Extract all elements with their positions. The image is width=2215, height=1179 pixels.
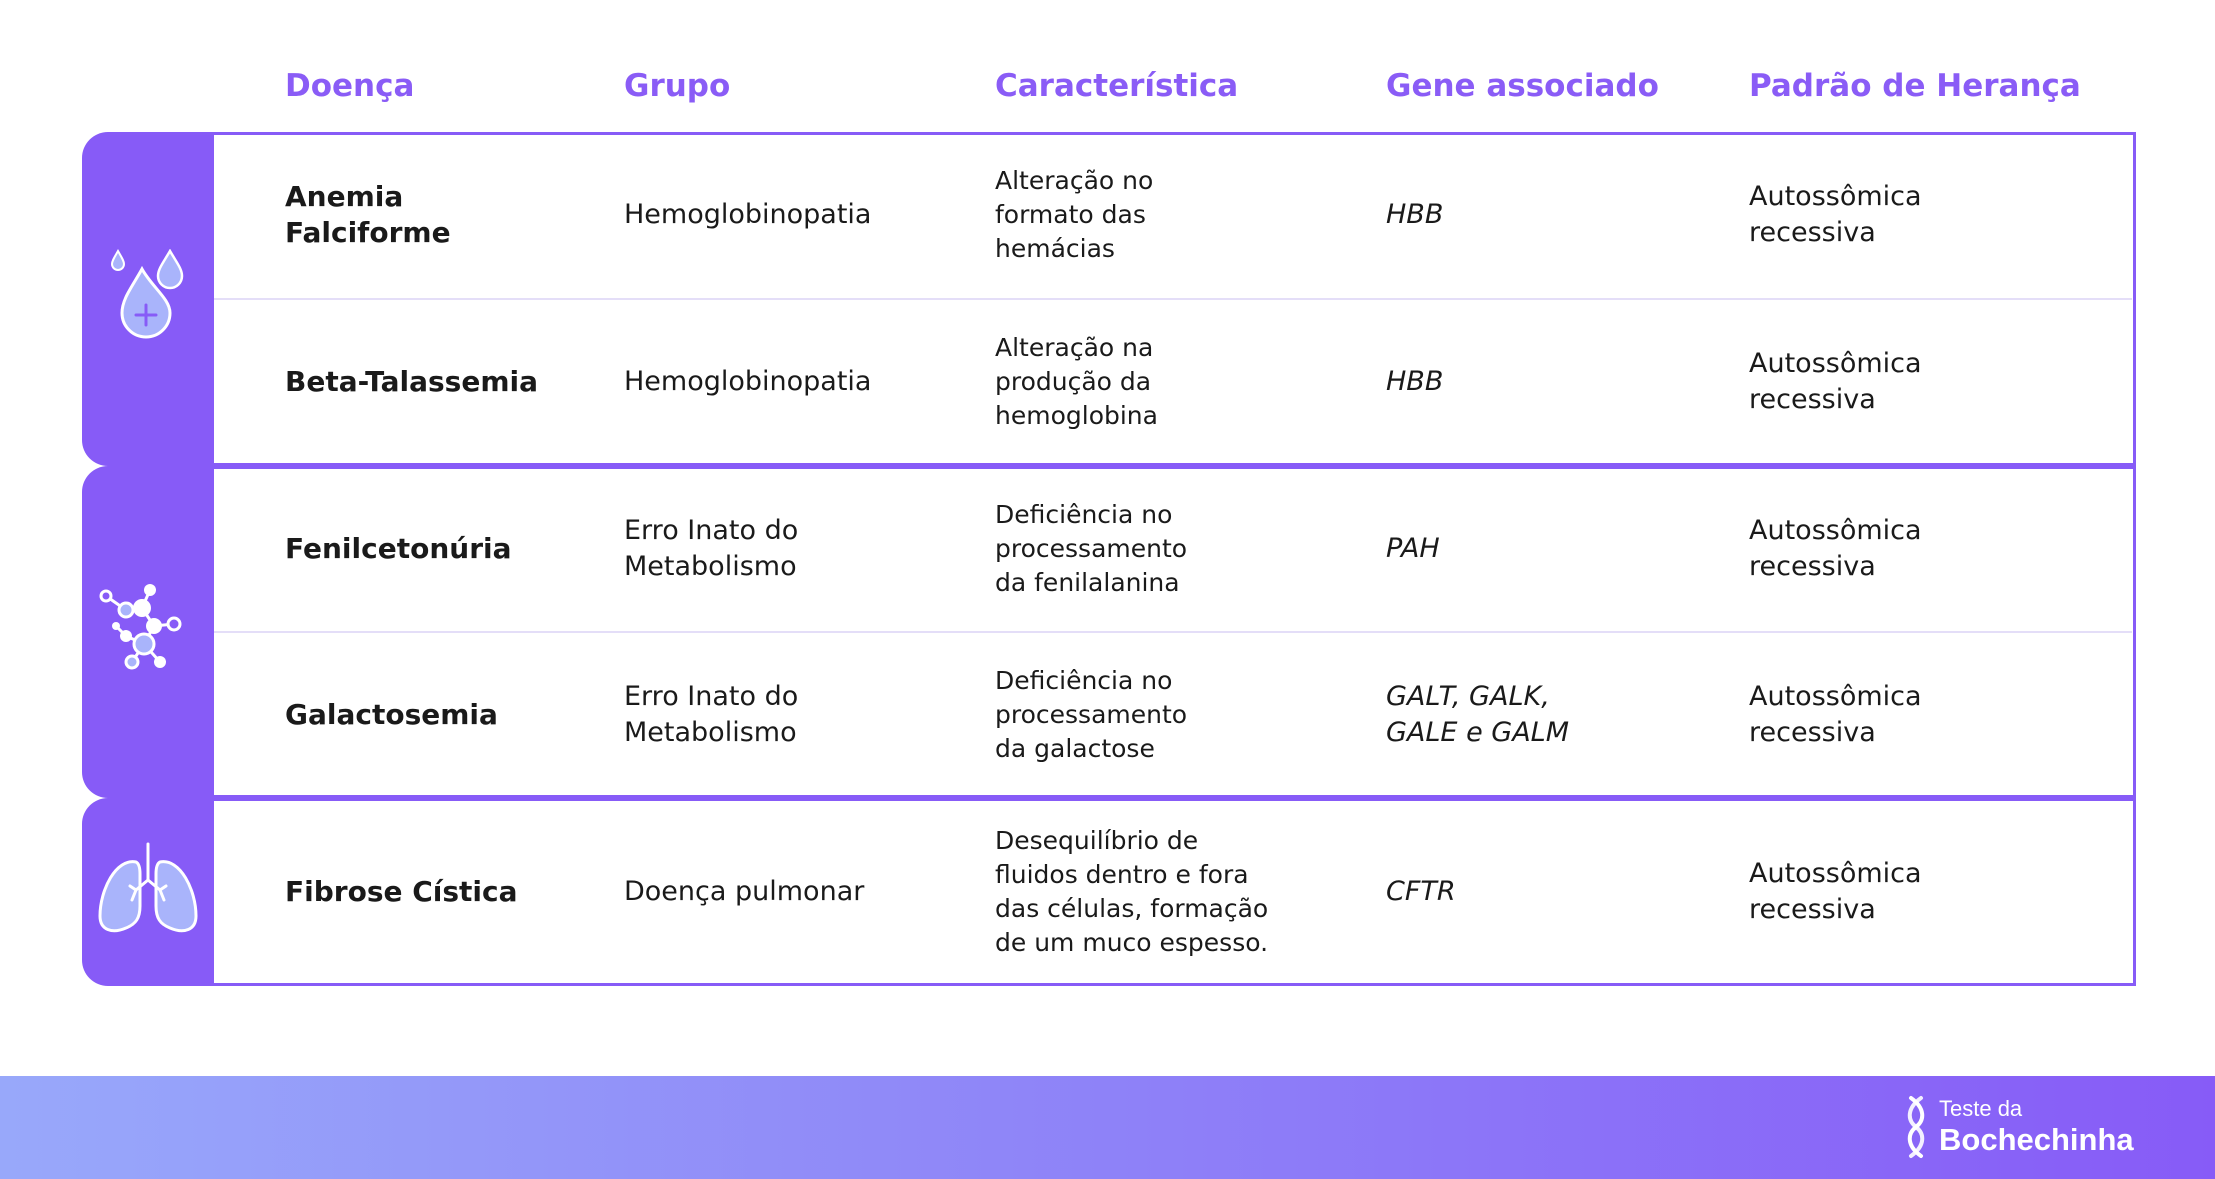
brand-mark-icon — [1903, 1094, 1929, 1164]
cell-line: formato das — [995, 200, 1146, 229]
cell-line: CFTR — [1386, 876, 1456, 907]
brand-name-line2: Bochechinha — [1939, 1122, 2134, 1157]
cell-line: recessiva — [1749, 716, 1876, 748]
cell-inheritance — [1749, 346, 2089, 418]
cell-line: de um muco espesso. — [995, 928, 1269, 957]
cell-line: recessiva — [1749, 217, 1876, 248]
cell-line: Erro Inato do — [624, 680, 799, 712]
cell-line: das células, formação — [995, 894, 1269, 923]
cell-line: Alteração no — [995, 166, 1154, 195]
group-side-band — [82, 466, 214, 798]
cell-group — [624, 513, 974, 585]
cell-line: Beta-Talassemia — [285, 365, 538, 398]
cell-group — [624, 679, 974, 751]
cell-group — [624, 197, 974, 233]
cell-line: recessiva — [1749, 894, 1876, 925]
cell-line: Hemoglobinopatia — [624, 199, 872, 230]
row-divider — [214, 298, 2132, 300]
cell-line: recessiva — [1749, 550, 1876, 582]
cell-characteristic — [995, 498, 1365, 600]
cell-line: Hemoglobinopatia — [624, 366, 872, 397]
row-divider — [214, 631, 2132, 633]
cell-line: HBB — [1386, 199, 1444, 230]
group-side-band — [82, 132, 214, 466]
cell-line: Erro Inato do — [624, 514, 799, 546]
cell-line: da fenilalanina — [995, 567, 1180, 597]
cell-line: Deficiência no — [995, 499, 1173, 529]
cell-characteristic — [995, 164, 1365, 266]
cell-inheritance — [1749, 856, 2089, 928]
cell-disease — [285, 697, 605, 733]
header-inheritance: Padrão de Herança — [1749, 68, 2081, 104]
cell-line: HBB — [1386, 366, 1444, 397]
cell-inheritance — [1749, 179, 2089, 251]
cell-inheritance — [1749, 513, 2089, 585]
cell-line: GALE e GALM — [1386, 716, 1570, 748]
blood-drops-icon — [108, 249, 188, 349]
cell-line: fluidos dentro e fora — [995, 860, 1249, 889]
cell-line: Autossômica — [1749, 348, 1922, 379]
cell-line: Doença pulmonar — [624, 876, 865, 907]
cell-group — [624, 364, 974, 400]
cell-gene — [1386, 197, 1726, 233]
cell-line: Fenilcetonúria — [285, 531, 512, 565]
cell-gene — [1386, 364, 1726, 400]
cell-line: Deficiência no — [995, 665, 1173, 695]
cell-group — [624, 874, 974, 910]
cell-line: Metabolismo — [624, 550, 797, 582]
group-side-band — [82, 798, 214, 986]
cell-line: Anemia — [285, 180, 404, 213]
table-header — [0, 68, 2215, 118]
cell-line: recessiva — [1749, 384, 1876, 415]
header-gene: Gene associado — [1386, 68, 1659, 104]
cell-line: processamento — [995, 533, 1188, 563]
cell-line: hemoglobina — [995, 401, 1158, 430]
cell-line: Alteração na — [995, 333, 1154, 362]
cell-characteristic — [995, 824, 1365, 960]
cell-line: processamento — [995, 699, 1188, 729]
cell-line: da galactose — [995, 733, 1155, 763]
molecule-icon — [98, 578, 198, 686]
cell-line: Desequilíbrio de — [995, 826, 1199, 855]
cell-characteristic — [995, 664, 1365, 766]
cell-disease — [285, 531, 605, 567]
cell-disease — [285, 874, 605, 910]
footer-band — [0, 1076, 2215, 1179]
cell-gene — [1386, 531, 1726, 567]
cell-gene — [1386, 679, 1726, 751]
cell-inheritance — [1749, 679, 2089, 751]
lungs-icon — [96, 840, 200, 944]
cell-line: Falciforme — [285, 216, 451, 249]
cell-disease — [285, 364, 605, 400]
cell-line: Autossômica — [1749, 858, 1922, 889]
cell-line: PAH — [1386, 532, 1440, 564]
cell-line: hemácias — [995, 234, 1115, 263]
header-disease: Doença — [285, 68, 415, 104]
cell-line: produção da — [995, 367, 1152, 396]
brand-name-line1: Teste da — [1939, 1096, 2023, 1121]
cell-line: Metabolismo — [624, 716, 797, 748]
cell-gene — [1386, 874, 1726, 910]
cell-line: Fibrose Cística — [285, 875, 518, 908]
cell-line: Autossômica — [1749, 181, 1922, 212]
cell-line: GALT, GALK, — [1386, 680, 1550, 712]
cell-line: Autossômica — [1749, 680, 1922, 712]
cell-disease — [285, 179, 605, 251]
cell-line: Autossômica — [1749, 514, 1922, 546]
header-group: Grupo — [624, 68, 731, 104]
cell-line: Galactosemia — [285, 697, 498, 731]
cell-characteristic — [995, 331, 1365, 433]
header-characteristic: Característica — [995, 68, 1239, 104]
